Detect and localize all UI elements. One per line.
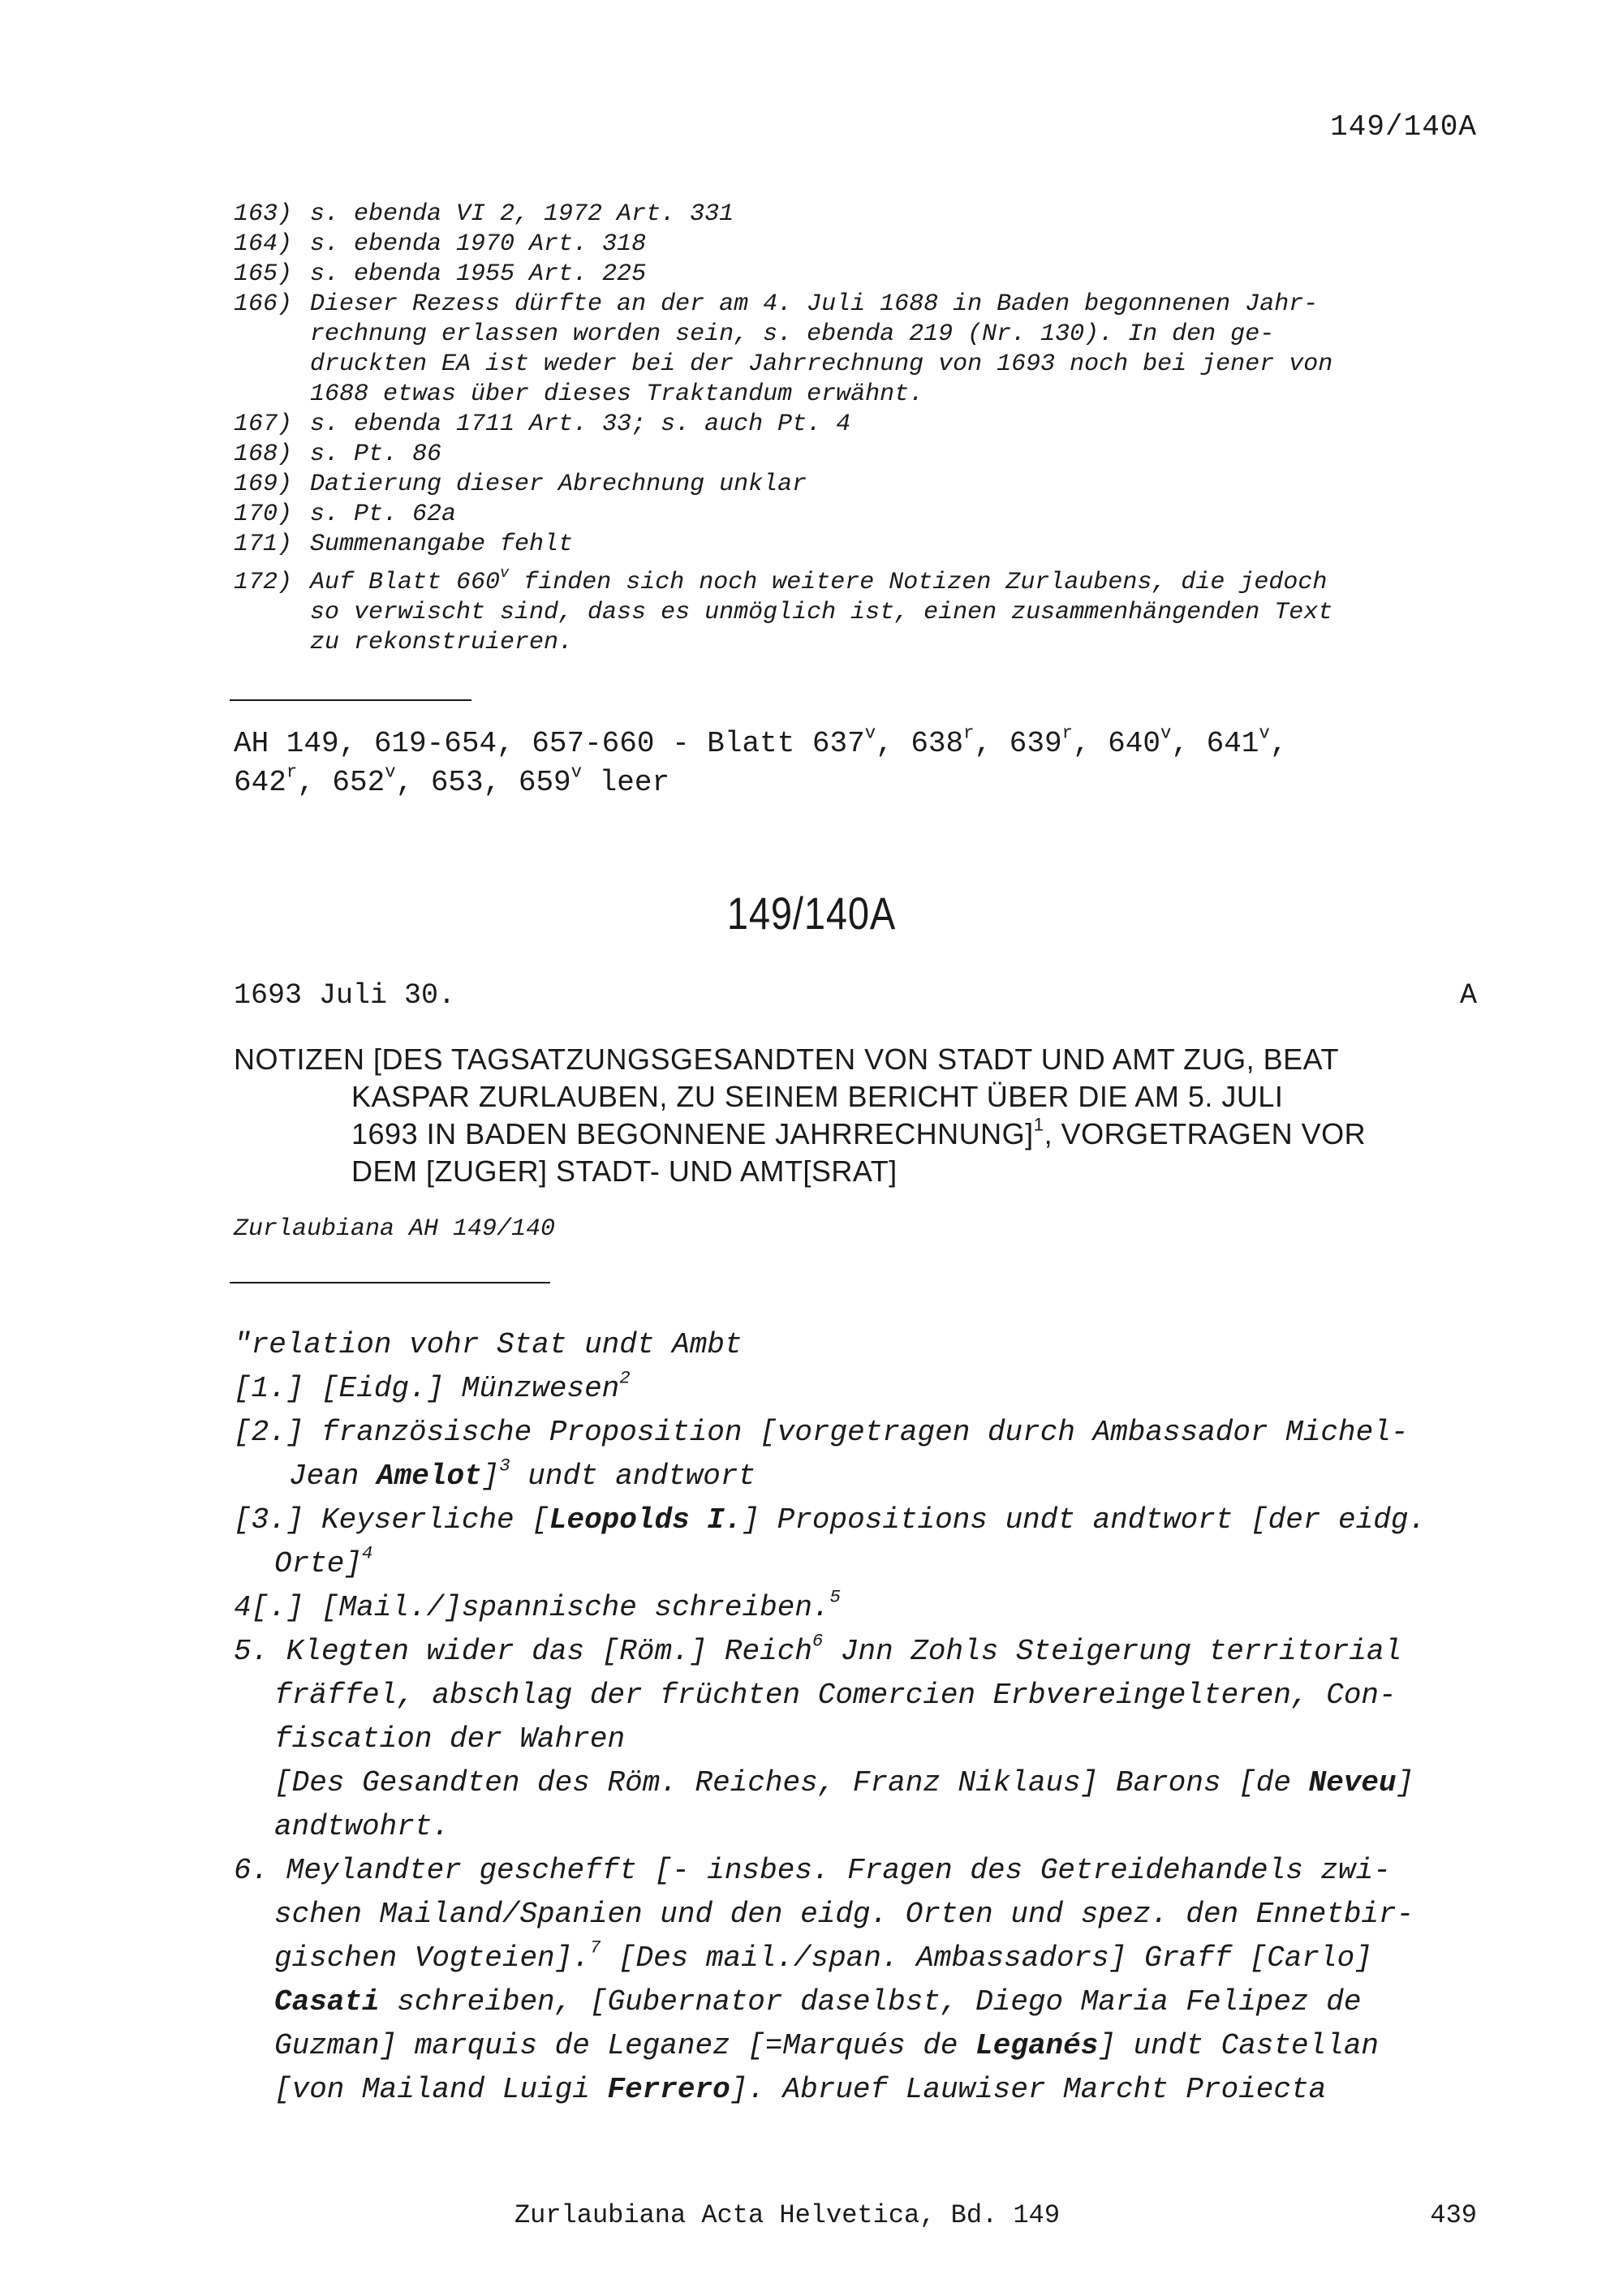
superscript: 7 <box>589 1937 601 1958</box>
source-text: leer <box>582 766 670 799</box>
superscript: 3 <box>499 1455 510 1477</box>
name-bold: Leopolds I. <box>549 1503 743 1537</box>
source-text: , 652 <box>297 766 385 799</box>
source-text: , 640 <box>1072 727 1160 760</box>
footnote-text: s. Pt. 86 <box>310 441 442 468</box>
text: fräffel, abschlag der früchten Comercien Erbvereingelteren, Con- <box>274 1679 1397 1712</box>
text: fiscation der Wahren <box>274 1722 626 1756</box>
name-bold: Leganés <box>975 2029 1099 2062</box>
footnote-166 <box>234 290 1483 410</box>
text: schen Mailand/Spanien und den eidg. Orten und spez. den Ennetbir- <box>274 1898 1414 1931</box>
footnote-text: s. ebenda 1955 Art. 225 <box>310 260 647 288</box>
text: [Des Gesandten des Röm. Reiches, Franz Niklaus] Barons [de <box>274 1766 1309 1799</box>
footnote-number: 170) <box>234 501 293 528</box>
source-text: , <box>1269 727 1288 760</box>
superscript: v <box>1160 722 1172 744</box>
text: "relation vohr Stat undt Ambt <box>234 1328 743 1361</box>
text: ]. Abruef Lauwiser Marcht Proiecta <box>730 2073 1327 2106</box>
text: Guzman] marquis de Leganez [=Marqués de <box>274 2029 976 2062</box>
footnote-169 <box>234 470 1483 500</box>
text: Orte] <box>274 1547 363 1580</box>
document-heading <box>234 1041 1467 1190</box>
footnote-168 <box>234 440 1483 470</box>
footnotes <box>234 200 1483 658</box>
text: ] <box>481 1460 500 1493</box>
text: ] Propositions undt andtwort [der eidg. <box>742 1503 1427 1537</box>
text-line <box>234 1586 1483 1630</box>
footnote-text: s. Pt. 62a <box>310 501 457 528</box>
text: [1.] [Eidg.] Münzwesen <box>234 1372 620 1405</box>
footnote-164 <box>234 230 1483 260</box>
separator-rule <box>230 699 471 701</box>
footnote-163 <box>234 200 1483 230</box>
footnote-text: finden sich noch weitere Notizen Zurlaubens, die jedoch <box>509 569 1328 596</box>
text-line <box>234 1674 1483 1718</box>
text: ] <box>1396 1766 1414 1799</box>
text-line <box>234 1849 1483 1893</box>
text: gischen Vogteien]. <box>274 1941 590 1975</box>
superscript: v <box>864 722 876 744</box>
superscript: 4 <box>362 1542 373 1564</box>
text-line <box>234 1761 1483 1805</box>
footnote-number: 166) <box>234 290 293 318</box>
heading-line: NOTIZEN [DES TAGSATZUNGSGESANDTEN VON STADT UND AMT ZUG, BEAT <box>234 1043 1339 1076</box>
text: ] undt Castellan <box>1098 2029 1380 2062</box>
heading-line <box>234 1116 1467 1153</box>
superscript: 2 <box>619 1367 631 1389</box>
source-text: AH 149, 619-654, 657-660 - Blatt 637 <box>234 727 865 760</box>
footnote-number: 163) <box>234 200 293 228</box>
footnote-number: 171) <box>234 531 293 558</box>
footnote-text: Summenangabe fehlt <box>310 531 574 558</box>
footnote-165 <box>234 260 1483 290</box>
text: Jnn Zohls Steigerung territorial <box>823 1635 1402 1668</box>
footnote-text: s. ebenda 1711 Art. 33; s. auch Pt. 4 <box>310 411 851 438</box>
footnote-number: 168) <box>234 441 293 468</box>
archive-reference: Zurlaubiana AH 149/140 <box>234 1215 556 1243</box>
name-bold: Neveu <box>1308 1766 1397 1799</box>
footnote-number: 172) <box>234 569 293 596</box>
source-reference <box>234 724 1467 802</box>
text-line <box>234 1323 1483 1367</box>
text: 6. Meylandter geschefft [- insbes. Fragen des Getreidehandels zwi- <box>234 1854 1391 1887</box>
footnote-text: s. ebenda VI 2, 1972 Art. 331 <box>310 200 734 228</box>
heading-text: 1693 IN BADEN BEGONNENE JAHRRECHNUNG] <box>351 1117 1034 1150</box>
document-title: 149/140A <box>726 888 897 939</box>
text: andtwohrt. <box>274 1810 450 1843</box>
document-date: 1693 Juli 30. <box>234 979 456 1012</box>
text: schreiben, [Gubernator daselbst, Diego Maria Felipez de <box>379 1985 1362 2019</box>
superscript: 1 <box>1033 1114 1044 1135</box>
text-line <box>234 1718 1483 1761</box>
footnote-171 <box>234 530 1483 560</box>
source-text: , 639 <box>974 727 1062 760</box>
text: [Des mail./span. Ambassadors] Graff [Carlo] <box>601 1941 1372 1975</box>
footnote-number: 167) <box>234 411 293 438</box>
source-text: , 641 <box>1171 727 1259 760</box>
text-line <box>234 1455 1483 1498</box>
footnote-167 <box>234 410 1483 440</box>
name-bold: Ferrero <box>607 2073 730 2106</box>
document-type: A <box>1459 979 1477 1012</box>
name-bold: Casati <box>274 1985 380 2019</box>
text-line <box>234 1893 1483 1937</box>
footnote-number: 164) <box>234 230 293 258</box>
superscript: r <box>286 761 298 783</box>
text: [3.] Keyserliche [ <box>234 1503 549 1537</box>
heading-line: KASPAR ZURLAUBEN, ZU SEINEM BERICHT ÜBER DIE AM 5. JULI <box>351 1080 1284 1113</box>
text-line <box>234 1630 1483 1674</box>
superscript: r <box>963 722 975 744</box>
text-line <box>234 1411 1483 1455</box>
source-text: 642 <box>234 766 286 799</box>
footnote-text: Auf Blatt 660 <box>310 569 501 596</box>
text-line <box>234 1805 1483 1849</box>
separator-rule <box>230 1282 550 1283</box>
footnote-170 <box>234 500 1483 530</box>
source-text: , 653, 659 <box>395 766 571 799</box>
footnote-number: 165) <box>234 260 293 288</box>
text: 4[.] [Mail./]spannische schreiben. <box>234 1591 830 1624</box>
text: [von Mailand Luigi <box>274 2073 608 2106</box>
footnote-text: 1688 etwas über dieses Traktandum erwähnt. <box>310 381 924 408</box>
footnote-text: so verwischt sind, dass es unmöglich ist, einen zusammenhängenden Text <box>310 599 1333 626</box>
text: undt andtwort <box>510 1460 756 1493</box>
heading-line: DEM [ZUGER] STADT- UND AMT[SRAT] <box>351 1154 898 1188</box>
text-line <box>234 1542 1483 1586</box>
superscript: 6 <box>812 1630 824 1652</box>
superscript: v <box>1259 722 1270 744</box>
superscript: r <box>1061 722 1073 744</box>
footnote-172 <box>234 565 1483 658</box>
footnote-text: Datierung dieser Abrechnung unklar <box>310 471 807 498</box>
page-number: 439 <box>1430 2200 1477 2230</box>
text-line <box>234 2024 1483 2068</box>
text-line <box>234 1980 1483 2024</box>
footnote-text: druckten EA ist weder bei der Jahrrechnung von 1693 noch bei jener von <box>310 350 1333 378</box>
superscript: 5 <box>829 1586 841 1608</box>
text-line <box>234 1367 1483 1411</box>
superscript: v <box>570 761 583 783</box>
footnote-text: rechnung erlassen worden sein, s. ebenda 219 (Nr. 130). In den ge- <box>310 320 1275 348</box>
name-bold: Amelot <box>377 1460 482 1493</box>
transcription-body <box>234 1323 1483 2112</box>
page-header: 149/140A <box>1330 110 1477 144</box>
footnote-text: s. ebenda 1970 Art. 318 <box>310 230 647 258</box>
source-text: , 638 <box>876 727 964 760</box>
text: Jean <box>289 1460 377 1493</box>
text-line <box>234 2068 1483 2112</box>
footnote-text: zu rekonstruieren. <box>310 629 574 656</box>
text: [2.] französische Proposition [vorgetragen durch Ambassador Michel- <box>234 1416 1409 1449</box>
superscript: v <box>385 761 396 783</box>
heading-text: , VORGETRAGEN VOR <box>1044 1117 1367 1150</box>
footnote-number: 169) <box>234 471 293 498</box>
text: 5. Klegten wider das [Röm.] Reich <box>234 1635 812 1668</box>
superscript: v <box>500 565 510 583</box>
text-line <box>234 1498 1483 1542</box>
text-line <box>234 1937 1483 1980</box>
footer-title: Zurlaubiana Acta Helvetica, Bd. 149 <box>514 2200 1061 2230</box>
footnote-text: Dieser Rezess dürfte an der am 4. Juli 1688 in Baden begonnenen Jahr- <box>310 290 1319 318</box>
